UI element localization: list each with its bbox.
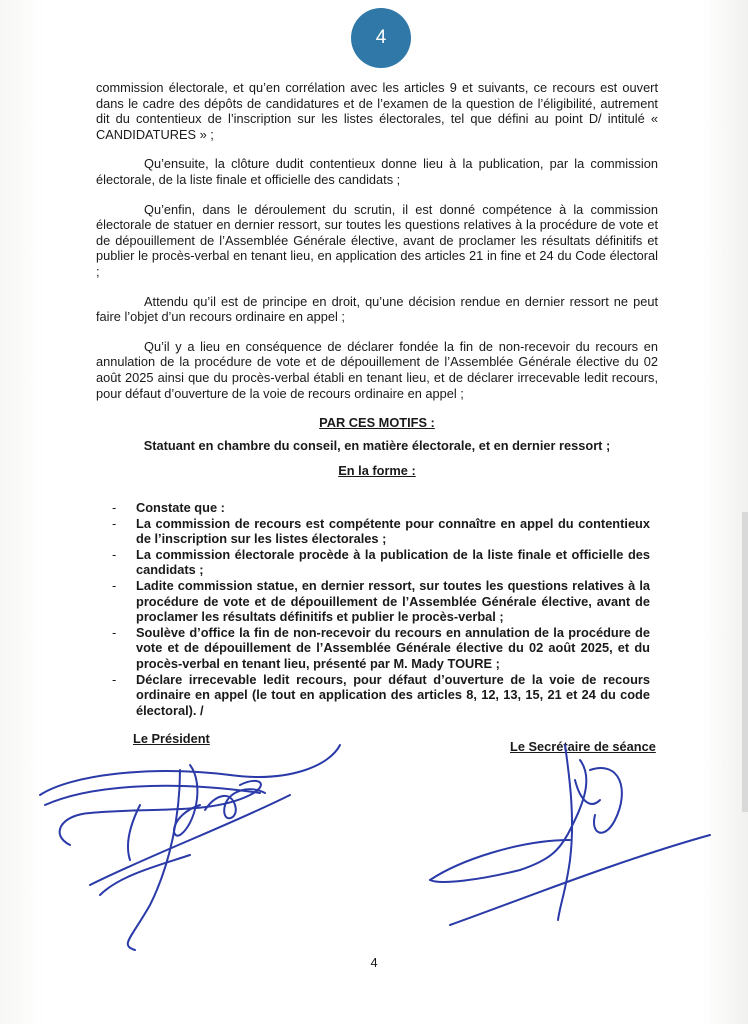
paragraph-5: Qu’il y a lieu en conséquence de déclarer fondée la fin de non-recevoir du recours en annulation de la procédure de vote et de dépouillement de l’Assemblée Générale élective du 02 août 2025 ainsi que du procès-verbal établi en tenant lieu, et de déclarer irrecevable ledit recours, pour défaut d’ouverture de la voie de recours ordinaire en appel ; xyxy=(96,338,658,401)
decision-list xyxy=(112,500,650,718)
list-item: - La commission de recours est compétente pour connaître en appel du contentieux de l’inscription sur les listes électorales ; xyxy=(112,515,650,547)
secretaire-label: Le Secrétaire de séance xyxy=(510,739,656,754)
body-text xyxy=(96,80,658,479)
statuant-line: Statuant en chambre du conseil, en matière électorale, et en dernier ressort ; xyxy=(143,437,611,453)
secretaire-signature xyxy=(420,740,720,930)
paragraph-4: Attendu qu’il est de principe en droit, qu’une décision rendue en dernier ressort ne peut faire l’objet d’un recours ordinaire en appel ; xyxy=(96,293,658,325)
motifs-heading: PAR CES MOTIFS : xyxy=(319,415,435,431)
forme-heading: En la forme : xyxy=(338,463,416,479)
paragraph-3: Qu’enfin, dans le déroulement du scrutin, il est donné compétence à la commission électorale de statuer en dernier ressort, sur toutes les questions relatives à la procédure de vote et de dépouillement de l’Assemblée Générale élective, avant de proclamer les résultats définitifs et publier le procès-verbal en tenant lieu, en application des articles 21 in fine et 24 du Code électoral ; xyxy=(96,201,658,279)
list-item: - La commission électorale procède à la publication de la liste finale et officielle des candidats ; xyxy=(112,546,650,578)
list-item: - Déclare irrecevable ledit recours, pour défaut d’ouverture de la voie de recours ordinaire en appel (le tout en application des articles 8, 12, 13, 15, 21 et 24 du code électoral). / xyxy=(112,671,650,718)
paragraph-1: commission électorale, et qu’en corrélation avec les articles 9 et suivants, ce recours est ouvert dans le cadre des dépôts de candidatures et de l’examen de la question de l’éligibilité, autrement dit du contentieux de l’inscription sur les listes électorales, tel que défini au point D/ intitulé « CANDIDATURES » ; xyxy=(96,80,658,142)
president-signature xyxy=(30,735,350,975)
president-label: Le Président xyxy=(133,731,210,746)
list-item: - Constate que : xyxy=(112,500,225,515)
list-item: - Soulève d’office la fin de non-recevoir du recours en annulation de la procédure de vote et de dépouillement de l’Assemblée Générale élective du 02 août 2025, et du procès-verbal en tenant lieu, présenté par M. Mady TOURE ; xyxy=(112,624,650,671)
list-item: - Ladite commission statue, en dernier ressort, sur toutes les questions relatives à la procédure de vote et de dépouillement de l’Assemblée Générale élective, avant de proclamer les résultats définitifs et publier le procès-verbal ; xyxy=(112,577,650,625)
footer-page-number: 4 xyxy=(370,955,378,970)
page-edge-scrollbar xyxy=(742,512,748,812)
page-number-badge: 4 xyxy=(351,8,411,68)
paragraph-2: Qu’ensuite, la clôture dudit contentieux donne lieu à la publication, par la commission électorale, de la liste finale et officielle des candidats ; xyxy=(96,156,658,187)
